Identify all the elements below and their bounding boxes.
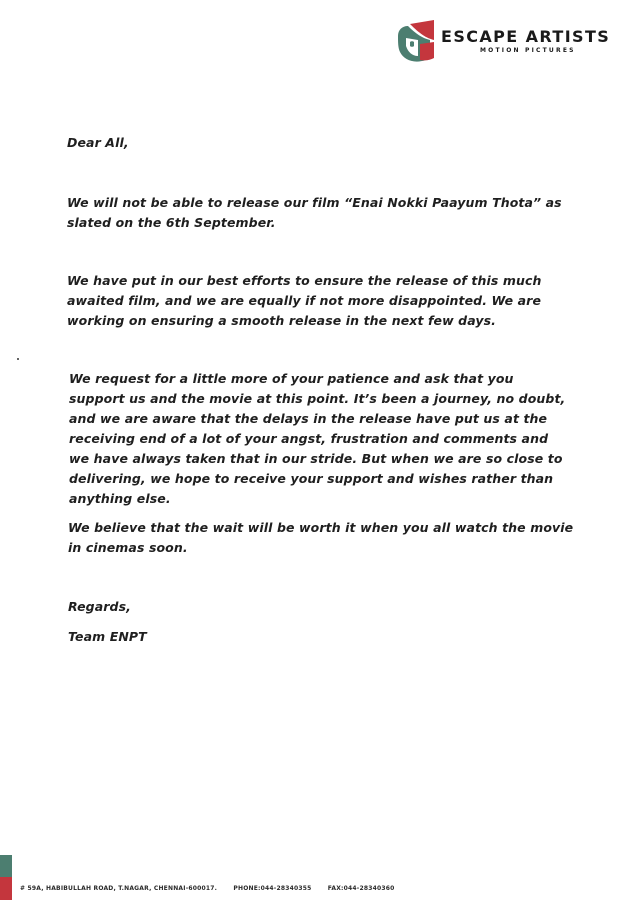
letter-paragraph-1: We will not be able to release our film “Enai Nokki Paayum Thota” as slated on the 6th September. (67, 195, 562, 230)
footer-color-bar (0, 855, 12, 900)
footer-address: # 59A, HABIBULLAH ROAD, T.NAGAR, CHENNAI-600017. (20, 885, 218, 892)
footer-bar-red (0, 877, 12, 900)
logo-name: ESCAPE ARTISTS (441, 27, 611, 46)
escape-artists-mark-icon (396, 20, 438, 64)
scan-speck (17, 358, 19, 360)
letter-paragraph-3: We request for a little more of your patience and ask that you support us and the movie at this point. It’s been a journey, no doubt, and we are aware that the delays in the release have put us at the receiving end of a lot of your angst, frustration and comments and we have always taken that in our stride. But when we are so close to delivering, we hope to receive your support and wishes rather than anything else. (69, 371, 566, 506)
footer-fax: FAX:044-28340360 (327, 885, 395, 892)
letter-signoff: Team ENPT (68, 629, 147, 644)
letter-salutation: Dear All, (67, 135, 129, 150)
letter-paragraph-2: We have put in our best efforts to ensure the release of this much awaited film, and we are equally if not more disappointed. We are working on ensuring a smooth release in the next few days. (67, 273, 542, 328)
company-logo (396, 18, 616, 68)
footer-bar-green (0, 855, 12, 877)
footer-phone: PHONE:044-28340355 (233, 885, 312, 892)
letter-paragraph-4: We believe that the wait will be worth it when you all watch the movie in cinemas soon. (68, 520, 574, 555)
logo-tagline: MOTION PICTURES (480, 47, 576, 54)
letter-closing: Regards, (68, 599, 131, 614)
footer-contact (20, 885, 408, 892)
